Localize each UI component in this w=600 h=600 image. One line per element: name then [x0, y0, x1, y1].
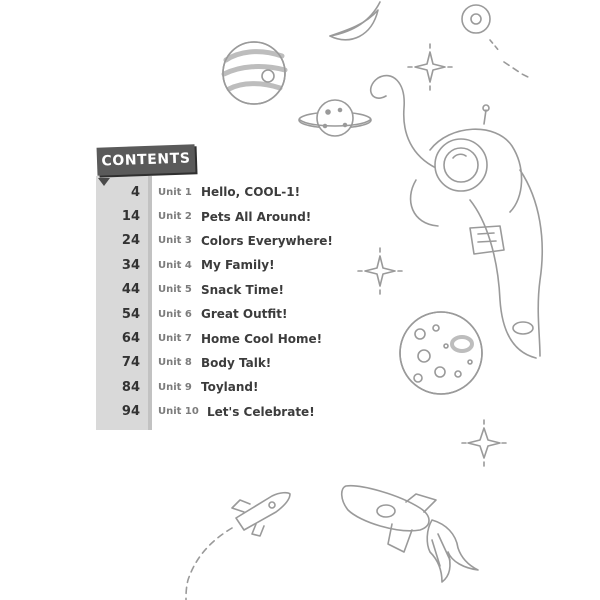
unit-label: Unit 7 [158, 333, 192, 345]
dotted-trail [186, 528, 232, 600]
page-number: 34 [121, 257, 140, 273]
unit-label: Unit 9 [158, 381, 192, 393]
rocket-icon [342, 486, 478, 582]
unit-title: Snack Time! [201, 282, 284, 297]
toc-entry[interactable] [96, 229, 396, 253]
toc-entry[interactable] [96, 326, 396, 350]
unit-label: Unit 8 [158, 357, 192, 369]
unit-label: Unit 6 [158, 308, 192, 320]
moon-icon [330, 2, 380, 40]
toc-entry[interactable] [96, 180, 396, 204]
table-of-contents [96, 180, 396, 424]
contents-heading-text: CONTENTS [101, 150, 191, 170]
unit-title: Toyland! [201, 380, 259, 395]
page-number: 84 [121, 379, 140, 395]
unit-title: Pets All Around! [201, 209, 312, 224]
unit-title: Home Cool Home! [201, 331, 323, 346]
toc-entry[interactable] [96, 302, 396, 326]
page-number: 44 [121, 282, 140, 298]
toc-entry[interactable] [96, 253, 396, 277]
small-planet-icon [462, 5, 530, 78]
page-number: 54 [121, 306, 140, 322]
unit-label: Unit 4 [158, 259, 192, 271]
page-number: 94 [121, 404, 140, 420]
unit-label: Unit 2 [158, 211, 192, 223]
tether-line [371, 76, 436, 168]
toc-entry[interactable] [96, 400, 396, 424]
unit-label: Unit 10 [158, 406, 199, 418]
unit-title: My Family! [201, 258, 275, 273]
sparkle-star-icon [408, 44, 452, 90]
unit-title: Let's Celebrate! [207, 404, 315, 419]
unit-label: Unit 5 [158, 284, 192, 296]
tab-notch-icon [98, 178, 110, 186]
unit-label: Unit 3 [158, 235, 192, 247]
striped-planet-icon [223, 42, 285, 104]
toc-entry[interactable] [96, 278, 396, 302]
cratered-planet-icon [400, 312, 482, 394]
unit-title: Colors Everywhere! [201, 233, 333, 248]
ringed-planet-icon [299, 100, 371, 136]
sparkle-star-icon [462, 420, 506, 466]
rocket-icon [232, 493, 290, 536]
contents-heading [97, 144, 196, 175]
toc-entry[interactable] [96, 204, 396, 228]
page-number: 74 [121, 355, 140, 371]
unit-title: Great Outfit! [201, 307, 288, 322]
toc-entry[interactable] [96, 351, 396, 375]
unit-title: Body Talk! [201, 355, 272, 370]
page-number: 14 [121, 209, 140, 225]
unit-label: Unit 1 [158, 186, 192, 198]
toc-entry[interactable] [96, 375, 396, 399]
page-number: 4 [130, 184, 140, 200]
unit-title: Hello, COOL-1! [201, 185, 301, 200]
page-number: 24 [121, 233, 140, 249]
page-number: 64 [121, 331, 140, 347]
